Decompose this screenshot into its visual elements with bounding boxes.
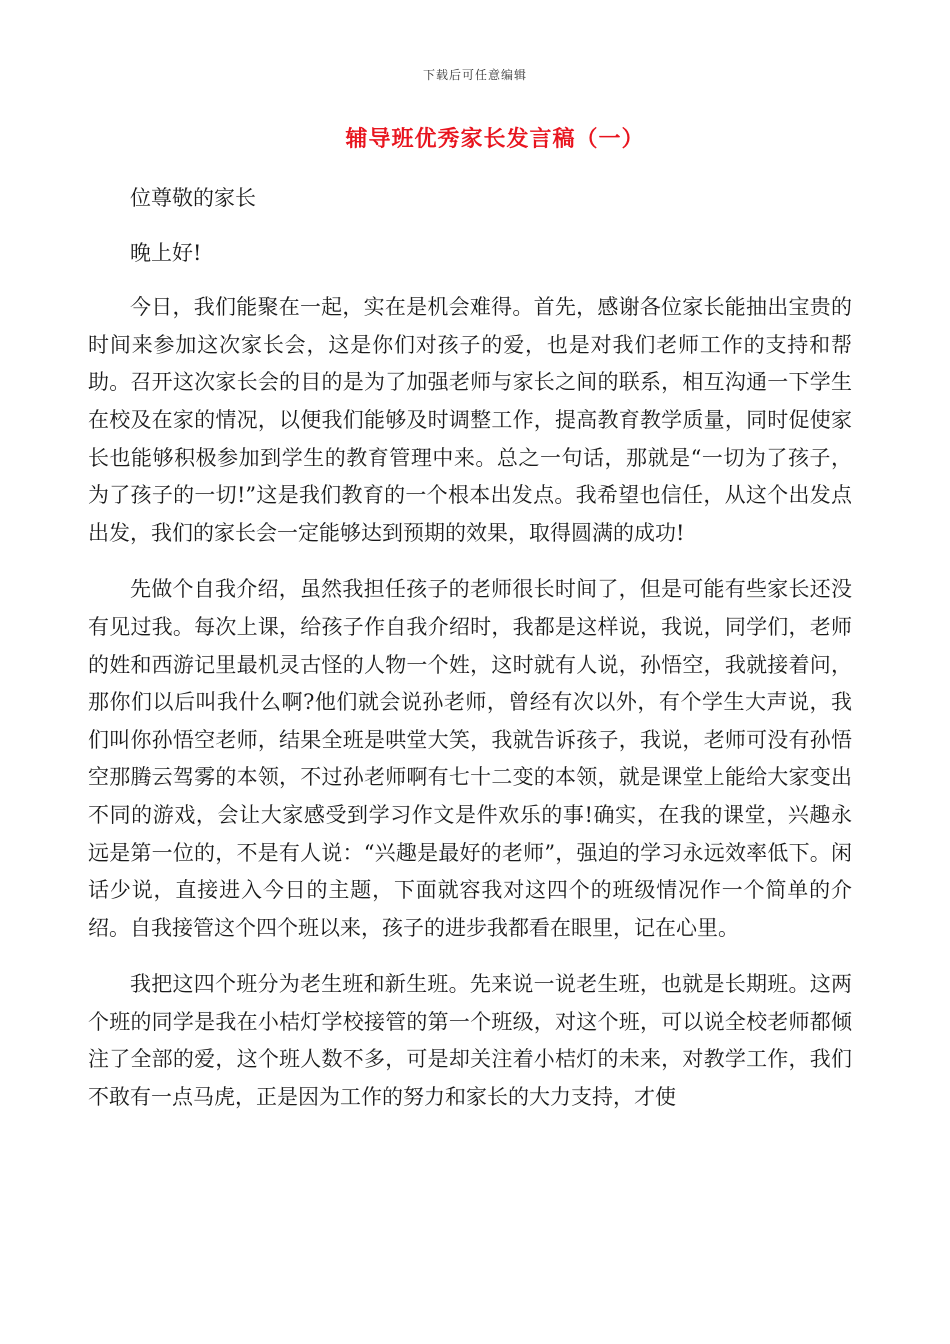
- salutation-line: 晚上好!: [130, 240, 202, 265]
- paragraph-classes: 我把这四个班分为老生班和新生班。先来说一说老生班，也就是长期班。这两个班的同学是我在小桔灯学校接管的第一个班级，对这个班，可以说全校老师都倾注了全部的爱，这个班人数不多，可是却关注着小桔灯的未来，对教学工作，我们不敢有一点马虎，正是因为工作的努力和家长的大力支持，才使: [88, 972, 852, 1110]
- document-body: [88, 180, 852, 1136]
- header-note: 下载后可任意编辑: [422, 68, 527, 82]
- greeting-line: 位尊敬的家长: [130, 186, 256, 210]
- paragraph-introduction: 先做个自我介绍，虽然我担任孩子的老师很长时间了，但是可能有些家长还没有见过我。每次上课，给孩子作自我介绍时，我都是这样说，我说，同学们，老师的姓和西游记里最机灵古怪的人物一个姓，这时就有人说，孙悟空，我就接着问，那你们以后叫我什么啊?他们就会说孙老师，曾经有次以外，有个学生大声说，我们叫你孙悟空老师，结果全班是哄堂大笑，我就告诉孩子，我说，老师可没有孙悟空那腾云驾雾的本领，不过孙老师啊有七十二变的本领，就是课堂上能给大家变出不同的游戏，会让大家感受到学习作文是件欢乐的事!确实，在我的课堂，兴趣永远是第一位的，不是有人说：“兴趣是最好的老师”，强迫的学习永远效率低下。闲话少说，直接进入今日的主题，下面就容我对这四个的班级情况作一个简单的介绍。自我接管这个四个班以来，孩子的进步我都看在眼里，记在心里。: [88, 577, 852, 940]
- document-title: 辅导班优秀家长发言稿（一）: [345, 126, 645, 152]
- paragraph-opening: 今日，我们能聚在一起，实在是机会难得。首先，感谢各位家长能抽出宝贵的时间来参加这次家长会，这是你们对孩子的爱，也是对我们老师工作的支持和帮助。召开这次家长会的目的是为了加强老师与家长之间的联系，相互沟通一下学生在校及在家的情况，以便我们能够及时调整工作，提高教育教学质量，同时促使家长也能够积极参加到学生的教育管理中来。总之一句话，那就是“一切为了孩子，为了孩子的一切!”这是我们教育的一个根本出发点。我希望也信任，从这个出发点出发，我们的家长会一定能够达到预期的效果，取得圆满的成功!: [88, 295, 852, 545]
